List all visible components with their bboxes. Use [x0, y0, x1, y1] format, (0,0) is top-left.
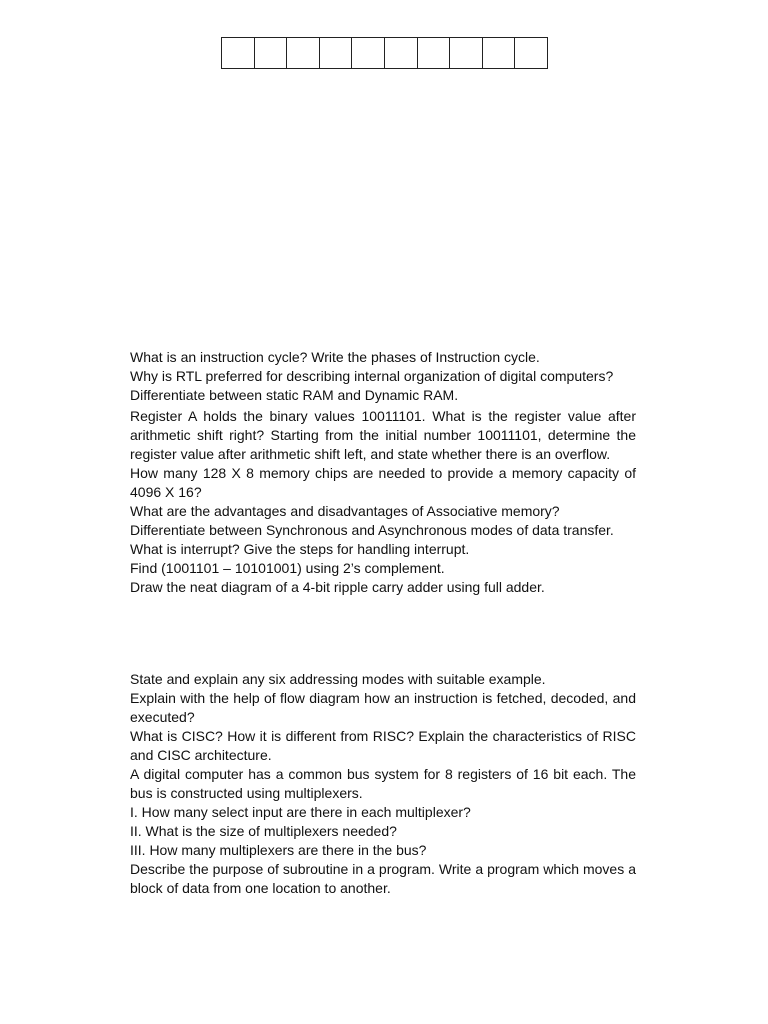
- question: Explain with the help of flow diagram how an instruction is fetched, decoded, and executed?: [130, 690, 636, 725]
- question: What is interrupt? Give the steps for handling interrupt.: [130, 541, 470, 557]
- question: How many 128 X 8 memory chips are needed to provide a memory capacity of 4096 X 16?: [130, 465, 636, 500]
- roll-number-boxes: [221, 37, 548, 69]
- roll-number-box: [385, 38, 418, 68]
- question: Differentiate between static RAM and Dynamic RAM.: [130, 387, 459, 403]
- question: Describe the purpose of subroutine in a program. Write a program which moves a block of data from one location to another.: [130, 861, 636, 896]
- roll-number-box: [287, 38, 320, 68]
- roll-number-box: [418, 38, 451, 68]
- sub-question: II. What is the size of multiplexers needed?: [130, 823, 397, 839]
- sub-question: I. How many select input are there in each multiplexer?: [130, 804, 471, 820]
- sub-question: III. How many multiplexers are there in the bus?: [130, 842, 427, 858]
- roll-number-box: [222, 38, 255, 68]
- question: Differentiate between Synchronous and Asynchronous modes of data transfer.: [130, 522, 614, 538]
- question: What are the advantages and disadvantages of Associative memory?: [130, 503, 560, 519]
- roll-number-box: [255, 38, 288, 68]
- question: A digital computer has a common bus system for 8 registers of 16 bit each. The bus is constructed using multiplexers.: [130, 766, 636, 801]
- question: Register A holds the binary values 10011101. What is the register value after arithmetic shift right? Starting from the initial number 10011101, determine the register value after arithmetic shift left, and state whether there is an overflow.: [130, 408, 636, 462]
- question: Draw the neat diagram of a 4-bit ripple carry adder using full adder.: [130, 579, 545, 595]
- question-section-1: [130, 348, 636, 597]
- question-section-2: [130, 670, 636, 898]
- roll-number-box: [515, 38, 547, 68]
- roll-number-box: [320, 38, 353, 68]
- question: Find (1001101 – 10101001) using 2’s complement.: [130, 560, 445, 576]
- question: What is CISC? How it is different from RISC? Explain the characteristics of RISC and CISC architecture.: [130, 728, 636, 763]
- roll-number-box: [450, 38, 483, 68]
- roll-number-box: [483, 38, 516, 68]
- question: State and explain any six addressing modes with suitable example.: [130, 671, 546, 687]
- roll-number-box: [352, 38, 385, 68]
- question: What is an instruction cycle? Write the phases of Instruction cycle.: [130, 349, 540, 365]
- question: Why is RTL preferred for describing internal organization of digital computers?: [130, 368, 614, 384]
